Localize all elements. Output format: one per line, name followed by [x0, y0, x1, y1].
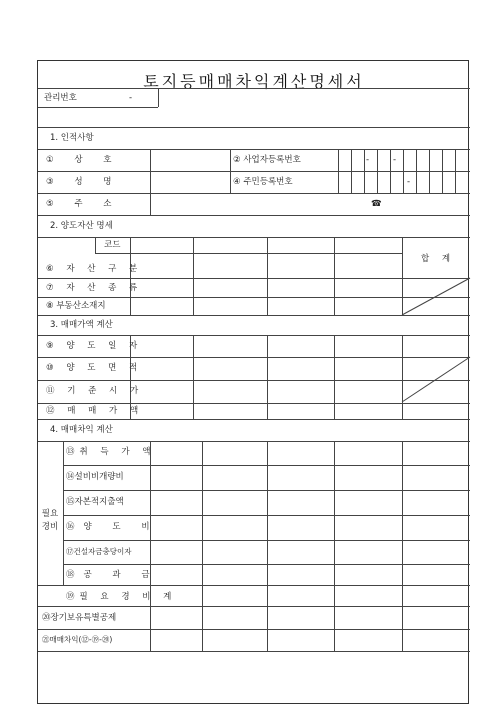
row-line: [38, 149, 470, 150]
dash-mark: -: [366, 155, 370, 165]
row-line: [38, 441, 470, 442]
col-line: [416, 149, 417, 193]
col-line: [150, 149, 151, 215]
row-line: [38, 127, 470, 128]
row-label: ⑤ 주 소: [46, 199, 121, 209]
row-line: [38, 403, 470, 404]
col-line: [130, 237, 131, 315]
col-line: [334, 237, 335, 315]
dash-mark: -: [407, 177, 411, 187]
col-line: [230, 149, 231, 193]
row-label: ① 상 호: [46, 155, 121, 165]
row-label: ⑮자본적지출액: [66, 497, 124, 507]
row-label: ⑥ 자 산 구 분: [46, 264, 143, 274]
mgmt-number-value: -: [129, 93, 133, 103]
row-label: ⑲필 요 경 비 계: [66, 592, 177, 602]
row-line: [38, 335, 470, 336]
col-line: [334, 441, 335, 651]
col-line: [193, 335, 194, 419]
col-line: [455, 149, 456, 193]
row-label: ⑱공 과 금: [66, 570, 159, 580]
row-label: ⑭설비비개량비: [66, 472, 124, 482]
row-label: ③ 성 명: [46, 177, 121, 187]
row-label: ㉑매매차익(⑫-⑲-⑳): [42, 635, 113, 644]
col-line: [338, 149, 339, 193]
diagonal-strike: [402, 278, 470, 315]
col-line: [95, 237, 96, 253]
dash-mark: -: [393, 155, 397, 165]
col-line: [202, 441, 203, 651]
row-line: [38, 419, 470, 420]
row-line: [38, 585, 470, 586]
col-line: [442, 149, 443, 193]
section-heading: 1. 인적사항: [50, 133, 94, 143]
row-line: [38, 237, 470, 238]
form-title: 토지등매매차익계산명세서: [143, 72, 365, 91]
row-label: ⑦ 자 산 종 류: [46, 283, 143, 293]
side-label: 필요경비: [41, 509, 59, 532]
col-line: [351, 149, 352, 193]
form-page: [37, 60, 469, 704]
mgmt-number-label: 관리번호: [44, 93, 77, 103]
row-label: ⑨ 양 도 일 자: [46, 341, 143, 351]
row-line: [38, 629, 470, 630]
total-label: 합 계: [421, 254, 456, 264]
row-line: [38, 107, 158, 108]
row-label: ⑧ 부동산소재지: [46, 301, 106, 311]
col-line: [377, 149, 378, 193]
col-line: [193, 237, 194, 315]
row-line: [38, 171, 470, 172]
row-label: ⑯양 도 비: [66, 522, 159, 532]
col-line: [158, 88, 159, 107]
row-label: ⑪ 기 준 시 가: [46, 386, 144, 396]
row-line: [38, 315, 470, 316]
col-line: [267, 237, 268, 315]
col-line: [390, 149, 391, 193]
col-line: [63, 441, 64, 585]
row-line: [38, 88, 470, 89]
row-label: ⑳장기보유특별공제: [42, 613, 117, 623]
row-label: ⑬취 득 가 액: [66, 447, 156, 457]
code-label: 코드: [104, 240, 121, 250]
phone-icon: ☎: [371, 199, 382, 209]
col-line: [403, 149, 404, 193]
row-label: ④ 주민등록번호: [233, 177, 293, 187]
section-heading: 2. 양도자산 명세: [50, 221, 113, 231]
col-line: [150, 441, 151, 651]
col-line: [402, 441, 403, 651]
row-line: [38, 651, 470, 652]
row-line: [95, 253, 402, 254]
diagonal-strike: [402, 357, 470, 402]
col-line: [267, 335, 268, 419]
col-line: [364, 149, 365, 193]
row-label: ② 사업자등록번호: [233, 155, 301, 165]
col-line: [429, 149, 430, 193]
col-line: [267, 441, 268, 651]
row-line: [38, 606, 470, 607]
row-line: [38, 193, 470, 194]
section-heading: 4. 매매차익 계산: [50, 425, 113, 435]
row-label: ⑫ 매 매 가 액: [46, 406, 144, 416]
col-line: [334, 335, 335, 419]
section-heading: 3. 매매가액 계산: [50, 320, 113, 330]
row-label: ⑩ 양 도 면 적: [46, 363, 143, 373]
row-line: [38, 215, 470, 216]
row-label: ⑰건설자금충당이자: [66, 547, 132, 556]
